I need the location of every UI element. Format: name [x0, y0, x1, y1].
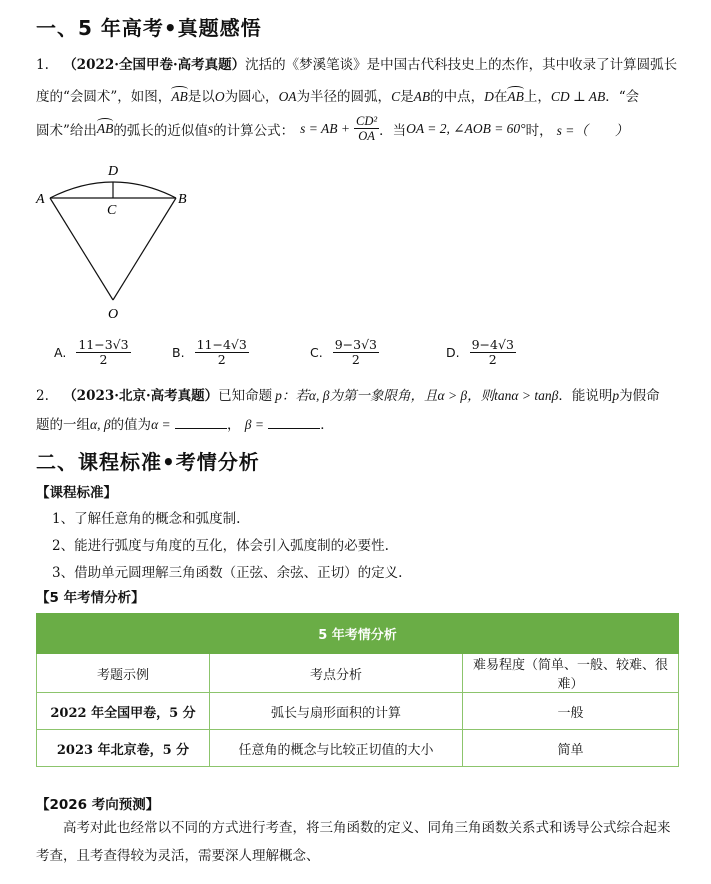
- var-s: s: [207, 120, 214, 136]
- option-a-den: 2: [99, 352, 108, 367]
- forecast-title: 【2026 考向预测】: [36, 797, 160, 813]
- table-row: [37, 693, 679, 730]
- var-o: O: [214, 89, 225, 104]
- option-b-den: 2: [217, 352, 226, 367]
- q1-text-2d: 为半径的圆弧，: [296, 89, 392, 105]
- section-1-title: 一、5 年高考•真题感悟: [36, 16, 262, 40]
- var-p: p: [612, 388, 620, 403]
- standard-item-2: 2、能进行弧度与角度的互化，体会引入弧度制的必要性.: [52, 538, 389, 554]
- q1-text-3d: ．当: [379, 122, 407, 139]
- q2-text-1a: 已知命题: [218, 388, 273, 404]
- option-b-fraction: [195, 338, 249, 367]
- q2-end: ．: [320, 417, 334, 433]
- table-cell: 2022 年全国甲卷，5 分: [37, 693, 210, 730]
- q1-text-2c: 为圆心，: [224, 89, 279, 105]
- option-a-num: 11−3√3: [78, 337, 129, 352]
- table-header-cell: 难易程度（简单、一般、较难、很难）: [463, 654, 679, 693]
- q2-source: （2023·北京·高考真题）: [63, 388, 219, 404]
- option-d-fraction: [470, 338, 516, 367]
- q1-text-2i: ．“会: [605, 89, 640, 105]
- arc-ab-2: AB: [507, 89, 524, 104]
- formula-lhs: s = AB +: [300, 120, 351, 136]
- arc-ab-3: AB: [96, 120, 114, 136]
- q2-proposition: p：若α, β为第一象限角，且α > β，则tanα > tanβ: [275, 388, 559, 403]
- analysis-title: 【5 年考情分析】: [36, 590, 145, 606]
- table-cell: 任意角的概念与比较正切值的大小: [210, 730, 463, 767]
- q1-text-3b: 的弧长的近似值: [113, 122, 208, 139]
- alpha-answer-blank[interactable]: [175, 416, 227, 429]
- q2-number: 2.: [36, 388, 49, 404]
- alpha-eq: α =: [151, 417, 171, 432]
- q2-text-1b: ．能说明: [558, 388, 613, 404]
- arc-ab: AB: [171, 89, 188, 104]
- q1-line-2: [36, 85, 639, 105]
- option-d-num: 9−4√3: [471, 337, 514, 352]
- table-title-row: [37, 614, 679, 654]
- table-cell: 一般: [463, 693, 679, 730]
- q2-alpha-beta: α, β: [90, 417, 111, 432]
- q1-text-3c: 的计算公式：: [213, 122, 295, 139]
- q1-text-2b: 是以: [187, 89, 215, 105]
- q1-number: 1.: [36, 57, 49, 73]
- q1-line-1: [36, 53, 677, 73]
- table-cell: 弧长与扇形面积的计算: [210, 693, 463, 730]
- table-cell: 2023 年北京卷，5 分: [37, 730, 210, 767]
- beta-answer-blank[interactable]: [268, 416, 320, 429]
- option-a-label: A.: [54, 345, 67, 360]
- standard-item-3: 3、借助单元圆理解三角函数（正弦、余弦、正切）的定义.: [52, 565, 403, 581]
- option-a-fraction: [76, 338, 130, 367]
- section-2-title: 二、课程标准•考情分析: [36, 450, 260, 474]
- q2-sep: ，: [226, 417, 241, 433]
- segment-ob: [113, 198, 176, 300]
- formula-fraction: [354, 114, 379, 143]
- option-d-den: 2: [488, 352, 497, 367]
- label-c: C: [107, 203, 117, 218]
- q2-text-2a: 题的一组: [36, 417, 90, 433]
- table-header-row: [37, 654, 679, 693]
- var-oa: OA: [278, 89, 297, 104]
- option-b[interactable]: [172, 338, 249, 367]
- q1-line-3: [36, 114, 628, 143]
- option-c[interactable]: [310, 338, 379, 367]
- q2-line-1: [36, 384, 660, 404]
- option-a[interactable]: [54, 338, 131, 367]
- q1-answer-blank: s =（ ）: [556, 122, 629, 138]
- formula-numerator: CD²: [356, 114, 378, 128]
- option-c-label: C.: [310, 345, 323, 360]
- segment-oa: [50, 198, 113, 300]
- sector-figure: [30, 160, 200, 325]
- q2-line-2: [36, 413, 334, 433]
- option-d-label: D.: [446, 345, 460, 360]
- analysis-table: [36, 613, 679, 767]
- beta-eq: β =: [244, 417, 264, 432]
- table-header-cell: 考题示例: [37, 654, 210, 693]
- q1-source: （2022·全国甲卷·高考真题）: [63, 57, 246, 73]
- standards-title: 【课程标准】: [36, 485, 117, 501]
- var-c: C: [391, 89, 401, 104]
- q1-text-3e: 时，: [525, 122, 553, 139]
- cd-perp-ab: CD ⊥ AB: [550, 89, 606, 104]
- var-d: D: [484, 89, 494, 104]
- option-b-label: B.: [172, 345, 185, 360]
- option-c-num: 9−3√3: [334, 337, 378, 352]
- table-title: 5 年考情分析: [37, 614, 679, 654]
- q1-text-2a: 度的“会圆术”，如图，: [36, 89, 172, 105]
- q1-text-2e: 是: [400, 89, 414, 105]
- option-c-den: 2: [351, 352, 360, 367]
- q2-text-2b: 的值为: [110, 417, 152, 433]
- forecast-paragraph: 高考对此也经常以不同的方式进行考查，将三角函数的定义、同角三角函数关系式和诱导公式综合起来考查，且考查得较为灵活，需要深人理解概念、: [36, 820, 671, 864]
- q1-text-2f: 的中点，: [430, 89, 485, 105]
- label-b: B: [178, 192, 187, 207]
- q1-text-2g: 在: [493, 89, 508, 105]
- table-header-cell: 考点分析: [210, 654, 463, 693]
- table-row: [37, 730, 679, 767]
- q1-text-2h: 上，: [523, 89, 551, 105]
- standard-item-1: 1、了解任意角的概念和弧度制.: [52, 511, 241, 527]
- q2-text-1c: 为假命: [619, 388, 660, 404]
- q1-condition: OA = 2, ∠AOB = 60°: [406, 120, 526, 136]
- option-c-fraction: [333, 338, 379, 367]
- label-a: A: [36, 192, 45, 207]
- label-o: O: [108, 307, 119, 322]
- label-d: D: [108, 164, 119, 179]
- option-d[interactable]: [446, 338, 516, 367]
- option-b-num: 11−4√3: [196, 337, 247, 352]
- q1-text-1: 沈括的《梦溪笔谈》是中国古代科技史上的杰作，其中收录了计算圆弧长: [245, 57, 678, 73]
- table-cell: 简单: [463, 730, 679, 767]
- q1-text-3a: 圆术”给出: [36, 122, 97, 139]
- formula-denominator: OA: [358, 129, 375, 143]
- var-ab: AB: [413, 89, 431, 104]
